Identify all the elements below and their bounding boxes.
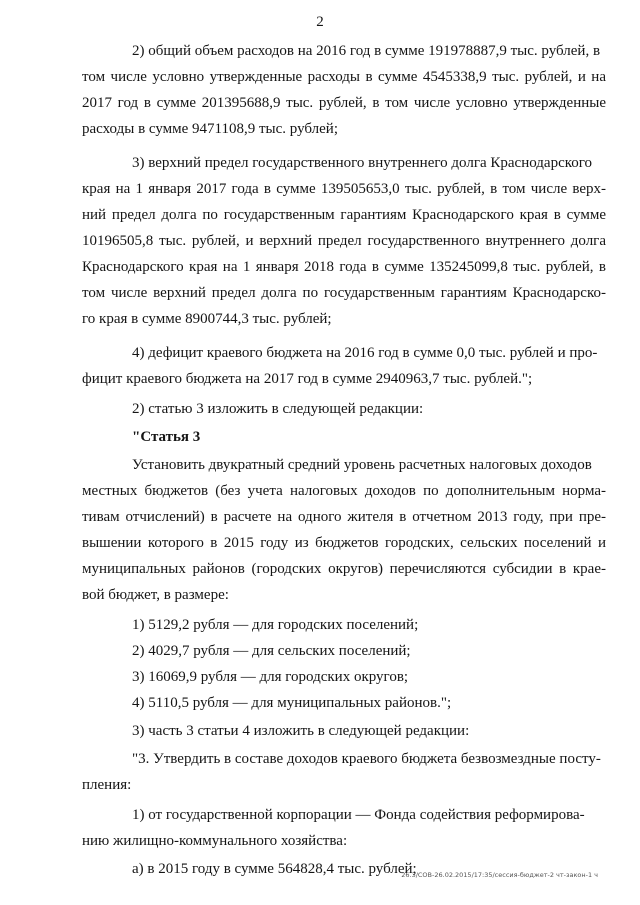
list-item: 4) 5110,5 рубля — для муниципальных районов.";	[132, 695, 452, 711]
text-line: ний предел долга по государственным гарантиям Краснодарского края в сумме	[82, 207, 606, 223]
text-line: 2) общий объем расходов на 2016 год в сумме 191978887,9 тыс. рублей, в	[132, 43, 601, 59]
text-line: местных бюджетов (без учета налоговых доходов по дополнительным норма-	[82, 483, 606, 499]
list-item: 3) 16069,9 рубля — для городских округов;	[132, 669, 409, 685]
text-line: том числе условно утвержденные расходы в сумме 4545338,9 тыс. рублей, и на	[82, 69, 606, 85]
text-line: 1) от государственной корпорации — Фонда содействия реформирова-	[132, 807, 585, 823]
text-line: муниципальных районов (городских округов) перечисляются субсидии в крае-	[82, 561, 606, 577]
text-line: го края в сумме 8900744,3 тыс. рублей;	[82, 311, 332, 327]
text-line: Краснодарского края на 1 января 2018 года в сумме 135245099,8 тыс. рублей, в	[82, 259, 606, 275]
page-number: 2	[316, 14, 324, 30]
footer-stamp: 26.3/СОВ-26.02.2015/17:35/сессия-бюджет-2 чт-закон-1 ч	[401, 871, 598, 879]
text-line: вой бюджет, в размере:	[82, 587, 229, 603]
text-line: фицит краевого бюджета на 2017 год в сумме 2940963,7 тыс. рублей.";	[82, 371, 533, 387]
list-item: 1) 5129,2 рубля — для городских поселений;	[132, 617, 419, 633]
text-line: тивам отчислений) в расчете на одного жителя в отчетном 2013 году, при пре-	[82, 509, 606, 525]
text-line: Установить двукратный средний уровень расчетных налоговых доходов	[132, 457, 592, 473]
text-line: 4) дефицит краевого бюджета на 2016 год в сумме 0,0 тыс. рублей и про-	[132, 345, 598, 361]
text-line: 3) часть 3 статьи 4 изложить в следующей редакции:	[132, 723, 470, 739]
list-item: 2) 4029,7 рубля — для сельских поселений;	[132, 643, 411, 659]
text-line: пления:	[82, 777, 132, 793]
text-line: 2017 год в сумме 201395688,9 тыс. рублей, в том числе условно утвержденные	[82, 95, 606, 111]
text-line: а) в 2015 году в сумме 564828,4 тыс. рублей;	[132, 861, 417, 877]
text-line: "3. Утвердить в составе доходов краевого бюджета безвозмездные посту-	[132, 751, 601, 767]
text-line: расходы в сумме 9471108,9 тыс. рублей;	[82, 121, 338, 137]
text-line: 2) статью 3 изложить в следующей редакции:	[132, 401, 424, 417]
text-line: 3) верхний предел государственного внутреннего долга Краснодарского	[132, 155, 593, 171]
text-line: 10196505,8 тыс. рублей, и верхний предел государственного внутреннего долга	[82, 233, 606, 249]
text-line: том числе верхний предел долга по государственным гарантиям Краснодарско-	[82, 285, 606, 301]
text-line: вышении которого в 2015 году из бюджетов городских, сельских поселений и	[82, 535, 606, 551]
text-line: нию жилищно-коммунального хозяйства:	[82, 833, 348, 849]
text-line: края на 1 января 2017 года в сумме 139505653,0 тыс. рублей, в том числе верх-	[82, 181, 606, 197]
article-heading: "Статья 3	[132, 429, 201, 445]
